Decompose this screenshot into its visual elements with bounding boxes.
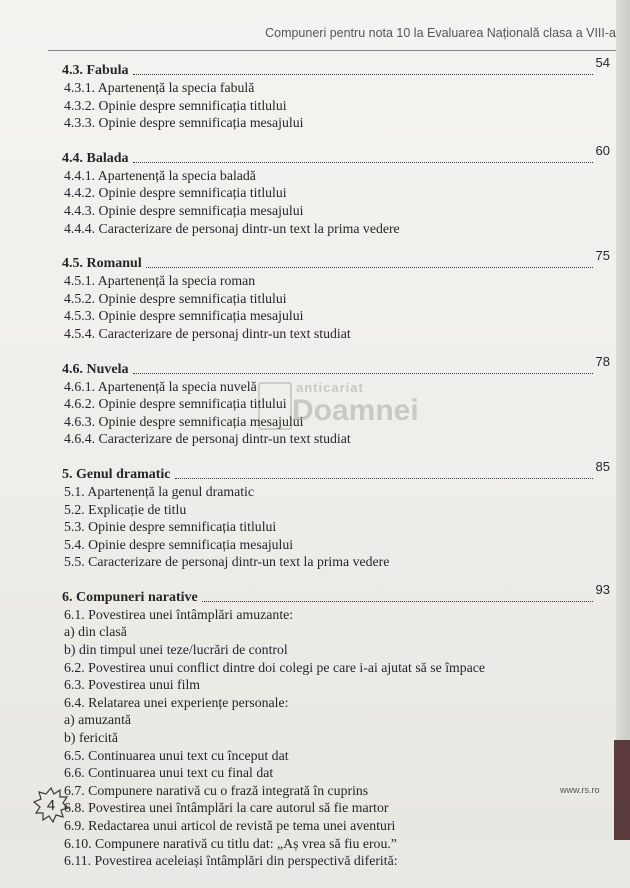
toc-entry: 4.3.3. Opinie despre semnificația mesajului bbox=[64, 115, 304, 131]
section-page-number: 75 bbox=[595, 248, 610, 264]
toc-entry: 4.5.3. Opinie despre semnificația mesajului bbox=[64, 308, 304, 324]
toc-entry: 4.6.1. Apartenență la specia nuvelă bbox=[64, 378, 257, 394]
toc-entry: 6.11. Povestirea aceleiași întâmplări din perspectivă diferită: bbox=[64, 853, 398, 869]
toc-entry: 4.3.2. Opinie despre semnificația titlului bbox=[64, 97, 287, 113]
toc-entry: a) amuzantă bbox=[64, 712, 132, 728]
watermark-logo-icon bbox=[258, 382, 292, 430]
toc-entry: 6.3. Povestirea unui film bbox=[64, 677, 201, 693]
section-page-number: 85 bbox=[595, 458, 610, 474]
dot-leader bbox=[175, 477, 593, 479]
toc-entry: 4.6.3. Opinie despre semnificația mesajului bbox=[64, 413, 304, 429]
section-title: 4.5. Romanul bbox=[62, 256, 142, 272]
dot-leader bbox=[133, 161, 593, 163]
header-rule bbox=[48, 50, 616, 51]
toc-entry: 4.6.4. Caracterizare de personaj dintr-un text studiat bbox=[64, 431, 351, 447]
watermark-bottom-text: Doamnei bbox=[292, 394, 419, 427]
toc-entry: a) din clasă bbox=[64, 624, 127, 640]
dot-leader bbox=[133, 73, 593, 75]
toc-section-heading bbox=[62, 55, 610, 79]
toc-entry: 6.7. Compunere narativă cu o frază integrată în cuprins bbox=[64, 782, 369, 798]
section-title: 4.6. Nuvela bbox=[62, 361, 129, 377]
toc-section bbox=[62, 458, 610, 571]
page-number bbox=[36, 790, 66, 820]
toc-entry: 6.10. Compunere narativă cu titlu dat: „Aș vrea să fiu erou.” bbox=[64, 835, 397, 851]
toc-entry: 4.3.1. Apartenență la specia fabulă bbox=[64, 80, 255, 95]
toc-section bbox=[62, 142, 610, 237]
toc-section bbox=[62, 55, 610, 132]
toc-entry: 4.5.1. Apartenență la specia roman bbox=[64, 273, 256, 289]
toc-entry: 4.4.4. Caracterizare de personaj dintr-un text la prima vedere bbox=[64, 220, 400, 236]
section-title: 4.4. Balada bbox=[62, 150, 129, 166]
toc-entry: 6.4. Relatarea unei experiențe personale: bbox=[64, 694, 289, 710]
footer-url: www.rs.ro bbox=[560, 785, 600, 795]
running-header: Compuneri pentru nota 10 la Evaluarea Națională clasa a VIII-a bbox=[265, 26, 616, 40]
section-page-number: 78 bbox=[595, 353, 610, 369]
toc-entry: 6.6. Continuarea unui text cu final dat bbox=[64, 765, 274, 781]
watermark bbox=[258, 380, 419, 430]
section-title: 4.3. Fabula bbox=[62, 63, 129, 78]
toc-entry: 4.4.2. Opinie despre semnificația titlului bbox=[64, 185, 287, 201]
toc-entry: 4.4.1. Apartenență la specia baladă bbox=[64, 167, 256, 183]
toc-section-heading bbox=[62, 248, 610, 272]
book-cover-edge bbox=[614, 740, 630, 840]
toc-entry: 5.3. Opinie despre semnificația titlului bbox=[64, 519, 277, 535]
toc-entry: 4.6.2. Opinie despre semnificația titlului bbox=[64, 396, 287, 412]
toc-section-heading bbox=[62, 458, 610, 483]
toc-section-heading bbox=[62, 353, 610, 378]
dot-leader bbox=[133, 372, 593, 374]
section-page-number: 60 bbox=[595, 142, 610, 158]
toc-entry: 4.5.4. Caracterizare de personaj dintr-un text studiat bbox=[64, 325, 351, 341]
section-title: 6. Compuneri narative bbox=[62, 589, 198, 605]
toc-entry: 5.4. Opinie despre semnificația mesajului bbox=[64, 536, 294, 552]
toc-entry: b) din timpul unei teze/lucrări de control bbox=[64, 642, 288, 658]
page-edge bbox=[616, 0, 630, 740]
toc-entry: 6.8. Povestirea unei întâmplări la care autorul să fie martor bbox=[64, 800, 389, 816]
toc-entry: b) fericită bbox=[64, 730, 119, 746]
toc-entry: 5.5. Caracterizare de personaj dintr-un text la prima vedere bbox=[64, 554, 390, 570]
toc-entry: 6.2. Povestirea unui conflict dintre doi colegi pe care i-ai ajutat să se împace bbox=[64, 659, 486, 675]
page-number-text: 4 bbox=[46, 796, 56, 814]
toc-entry: 6.5. Continuarea unui text cu început dat bbox=[64, 747, 289, 763]
section-page-number: 93 bbox=[595, 581, 610, 597]
toc-section bbox=[62, 248, 610, 342]
toc-entry: 5.2. Explicație de titlu bbox=[64, 501, 187, 517]
toc-section bbox=[62, 581, 610, 870]
toc-section-heading bbox=[62, 581, 610, 606]
watermark-top-text: anticariat bbox=[296, 380, 364, 395]
toc-entry: 4.5.2. Opinie despre semnificația titlului bbox=[64, 290, 287, 306]
toc-entry: 6.9. Redactarea unui articol de revistă pe tema unei aventuri bbox=[64, 818, 396, 833]
dot-leader bbox=[146, 266, 593, 268]
section-page-number: 54 bbox=[595, 55, 610, 70]
toc-entry: 4.4.3. Opinie despre semnificația mesajului bbox=[64, 202, 304, 218]
toc-section-heading bbox=[62, 142, 610, 167]
table-of-contents bbox=[62, 55, 610, 888]
toc-entry: 5.1. Apartenență la genul dramatic bbox=[64, 483, 255, 499]
section-title: 5. Genul dramatic bbox=[62, 466, 171, 482]
dot-leader bbox=[202, 600, 593, 602]
toc-entry: 6.1. Povestirea unei întâmplări amuzante: bbox=[64, 606, 294, 622]
